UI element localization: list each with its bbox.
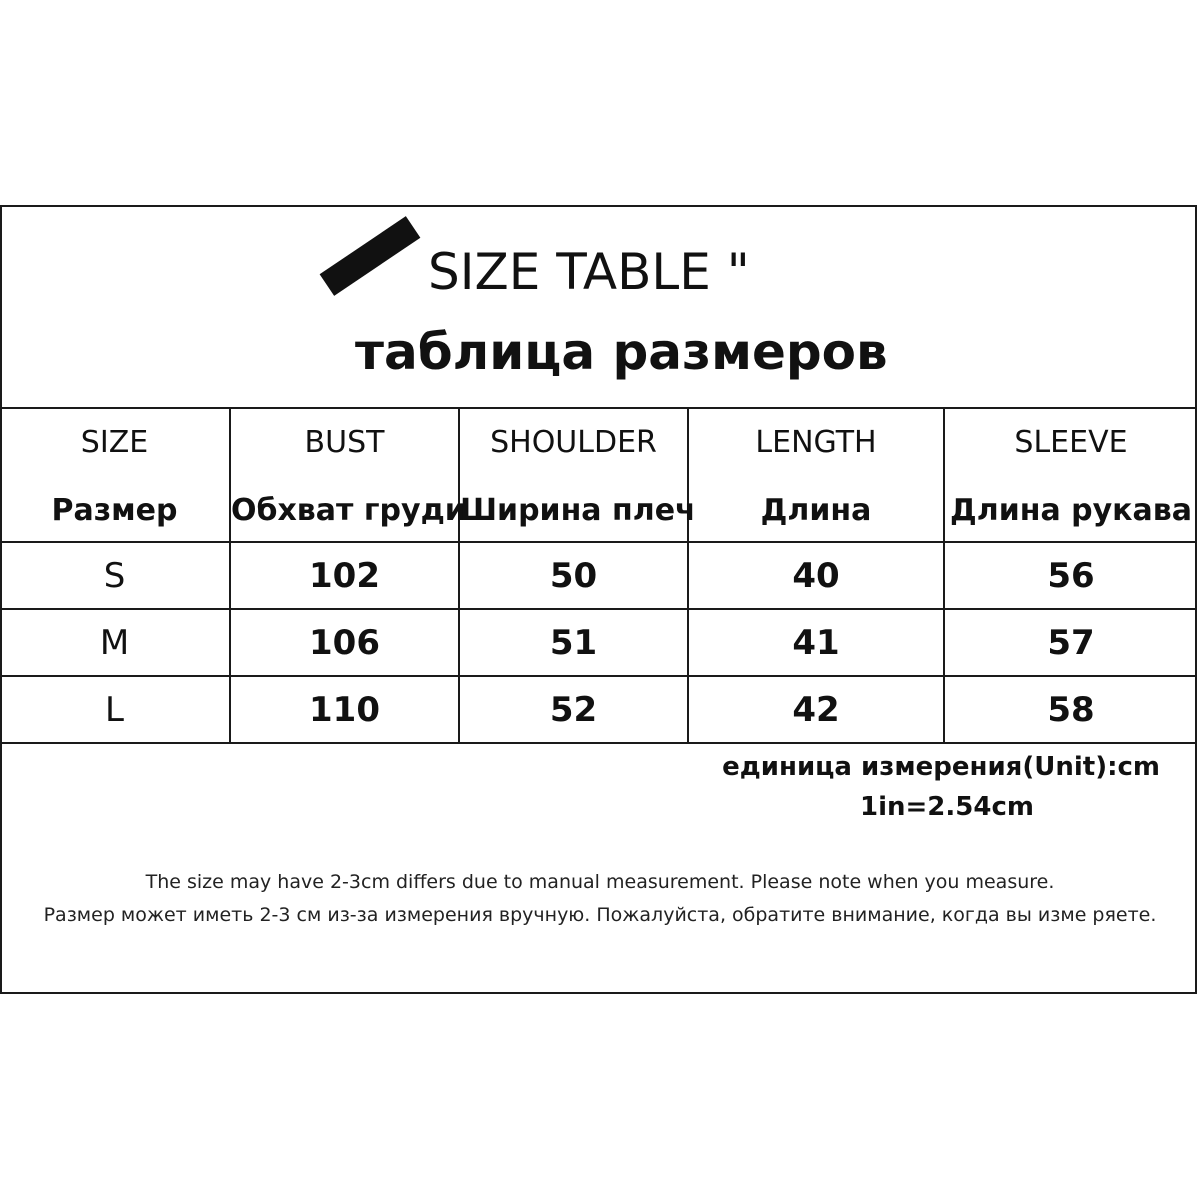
bust-cell: 102	[230, 542, 459, 609]
shoulder-cell: 52	[459, 676, 688, 743]
note-english: The size may have 2-3cm differs due to manual measurement. Please note when you measure.	[145, 871, 1055, 893]
column-header-ru: Ширина плеч	[460, 493, 696, 528]
bust-cell: 106	[230, 609, 459, 676]
note-russian: Размер может иметь 2-3 см из-за измерения вручную. Пожалуйста, обратите внимание, когда вы изме ряете.	[43, 904, 1157, 926]
column-header-en: SLEEVE	[1014, 425, 1128, 460]
column-header-sleeve	[944, 407, 1197, 542]
length-cell: 42	[688, 676, 944, 743]
shoulder-cell: 51	[459, 609, 688, 676]
size-table	[0, 407, 1197, 744]
title-english: SIZE TABLE "	[428, 243, 750, 301]
column-header-ru: Длина	[760, 493, 872, 528]
column-header-ru: Обхват груди	[231, 493, 466, 528]
table-row	[0, 609, 1197, 676]
column-header-en: LENGTH	[755, 425, 877, 460]
column-header-bust	[230, 407, 466, 542]
size-cell: S	[0, 542, 230, 609]
title-russian: таблица размеров	[355, 323, 888, 381]
inch-conversion: 1in=2.54cm	[860, 792, 1034, 822]
measurement-note	[14, 866, 1186, 932]
length-cell: 40	[688, 542, 944, 609]
column-header-en: SHOULDER	[490, 425, 657, 460]
table-row	[0, 542, 1197, 609]
column-header-size	[0, 407, 230, 542]
table-header-row	[0, 407, 1197, 542]
column-header-en: SIZE	[80, 425, 149, 460]
column-header-ru: Размер	[51, 493, 178, 528]
table-row	[0, 676, 1197, 743]
bust-cell: 110	[230, 676, 459, 743]
shoulder-cell: 50	[459, 542, 688, 609]
column-header-ru: Длина рукава	[950, 493, 1192, 528]
size-cell: M	[0, 609, 230, 676]
sleeve-cell: 56	[944, 542, 1197, 609]
size-cell: L	[0, 676, 230, 743]
column-header-shoulder	[459, 407, 696, 542]
column-header-length	[688, 407, 944, 542]
sleeve-cell: 57	[944, 609, 1197, 676]
sleeve-cell: 58	[944, 676, 1197, 743]
unit-label: единица измерения(Unit):cm	[722, 752, 1160, 782]
length-cell: 41	[688, 609, 944, 676]
column-header-en: BUST	[304, 425, 385, 460]
